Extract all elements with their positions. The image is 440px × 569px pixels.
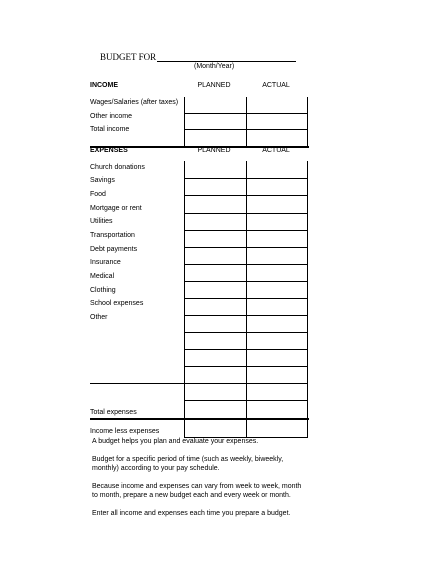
expense-row-label: Insurance — [90, 259, 121, 266]
expense-grid-line — [184, 161, 185, 438]
expense-grid-line — [307, 161, 308, 438]
note-line: Because income and expenses can vary from week to week, month — [92, 483, 302, 490]
income-less-expenses-label: Income less expenses — [90, 428, 160, 435]
month-year-underline — [157, 61, 296, 62]
expense-row-label: Medical — [90, 273, 115, 280]
total-expenses-line — [90, 418, 309, 420]
expense-grid-line — [184, 247, 308, 248]
expense-grid-line — [184, 178, 308, 179]
expenses-actual-label: ACTUAL — [262, 147, 290, 154]
expense-row-label: Clothing — [90, 287, 116, 294]
income-actual-label: ACTUAL — [262, 82, 290, 89]
income-heading: INCOME — [90, 82, 118, 89]
expense-row-label: Food — [90, 191, 106, 198]
budget-title: BUDGET FOR — [100, 52, 157, 62]
expense-grid-line — [246, 161, 247, 438]
expense-grid-line — [184, 264, 308, 265]
income-grid-line — [246, 97, 247, 147]
note-line: to month, prepare a new budget each and every week or month. — [92, 492, 291, 499]
expense-grid-line — [184, 213, 308, 214]
expense-row-label: Church donations — [90, 164, 145, 171]
income-grid-line — [184, 129, 308, 130]
note-line: A budget helps you plan and evaluate your expenses. — [92, 438, 259, 445]
expense-grid-line — [184, 298, 308, 299]
income-row-label: Wages/Salaries (after taxes) — [90, 99, 179, 106]
expense-grid-line — [184, 400, 308, 401]
note-line: Enter all income and expenses each time you prepare a budget. — [92, 510, 291, 517]
expense-grid-line — [184, 230, 308, 231]
expense-row-label: Other — [90, 314, 108, 321]
note-line: Budget for a specific period of time (such as weekly, biweekly, — [92, 456, 284, 463]
expense-grid-line — [184, 281, 308, 282]
expense-row-label: Utilities — [90, 218, 113, 225]
expense-grid-line — [184, 195, 308, 196]
expense-grid-line — [184, 349, 308, 350]
expense-row-label: Savings — [90, 177, 115, 184]
income-grid-line — [184, 97, 185, 147]
expense-row-label: Mortgage or rent — [90, 205, 142, 212]
expense-grid-line — [90, 383, 308, 384]
month-year-label: (Month/Year) — [194, 63, 235, 70]
expense-row-label: School expenses — [90, 300, 144, 307]
expense-grid-line — [184, 332, 308, 333]
expense-row-label: Transportation — [90, 232, 135, 239]
expenses-planned-label: PLANNED — [197, 147, 231, 154]
income-row-label: Other income — [90, 113, 133, 120]
expense-grid-line — [184, 315, 308, 316]
expense-row-label: Debt payments — [90, 246, 138, 253]
income-grid-line — [184, 113, 308, 114]
income-grid-line — [307, 97, 308, 147]
total-expenses-label: Total expenses — [90, 409, 137, 416]
note-line: monthly) according to your pay schedule. — [92, 465, 220, 472]
income-planned-label: PLANNED — [197, 82, 231, 89]
income-row-label: Total income — [90, 126, 130, 133]
expense-grid-line — [184, 366, 308, 367]
expenses-heading: EXPENSES — [90, 147, 128, 154]
